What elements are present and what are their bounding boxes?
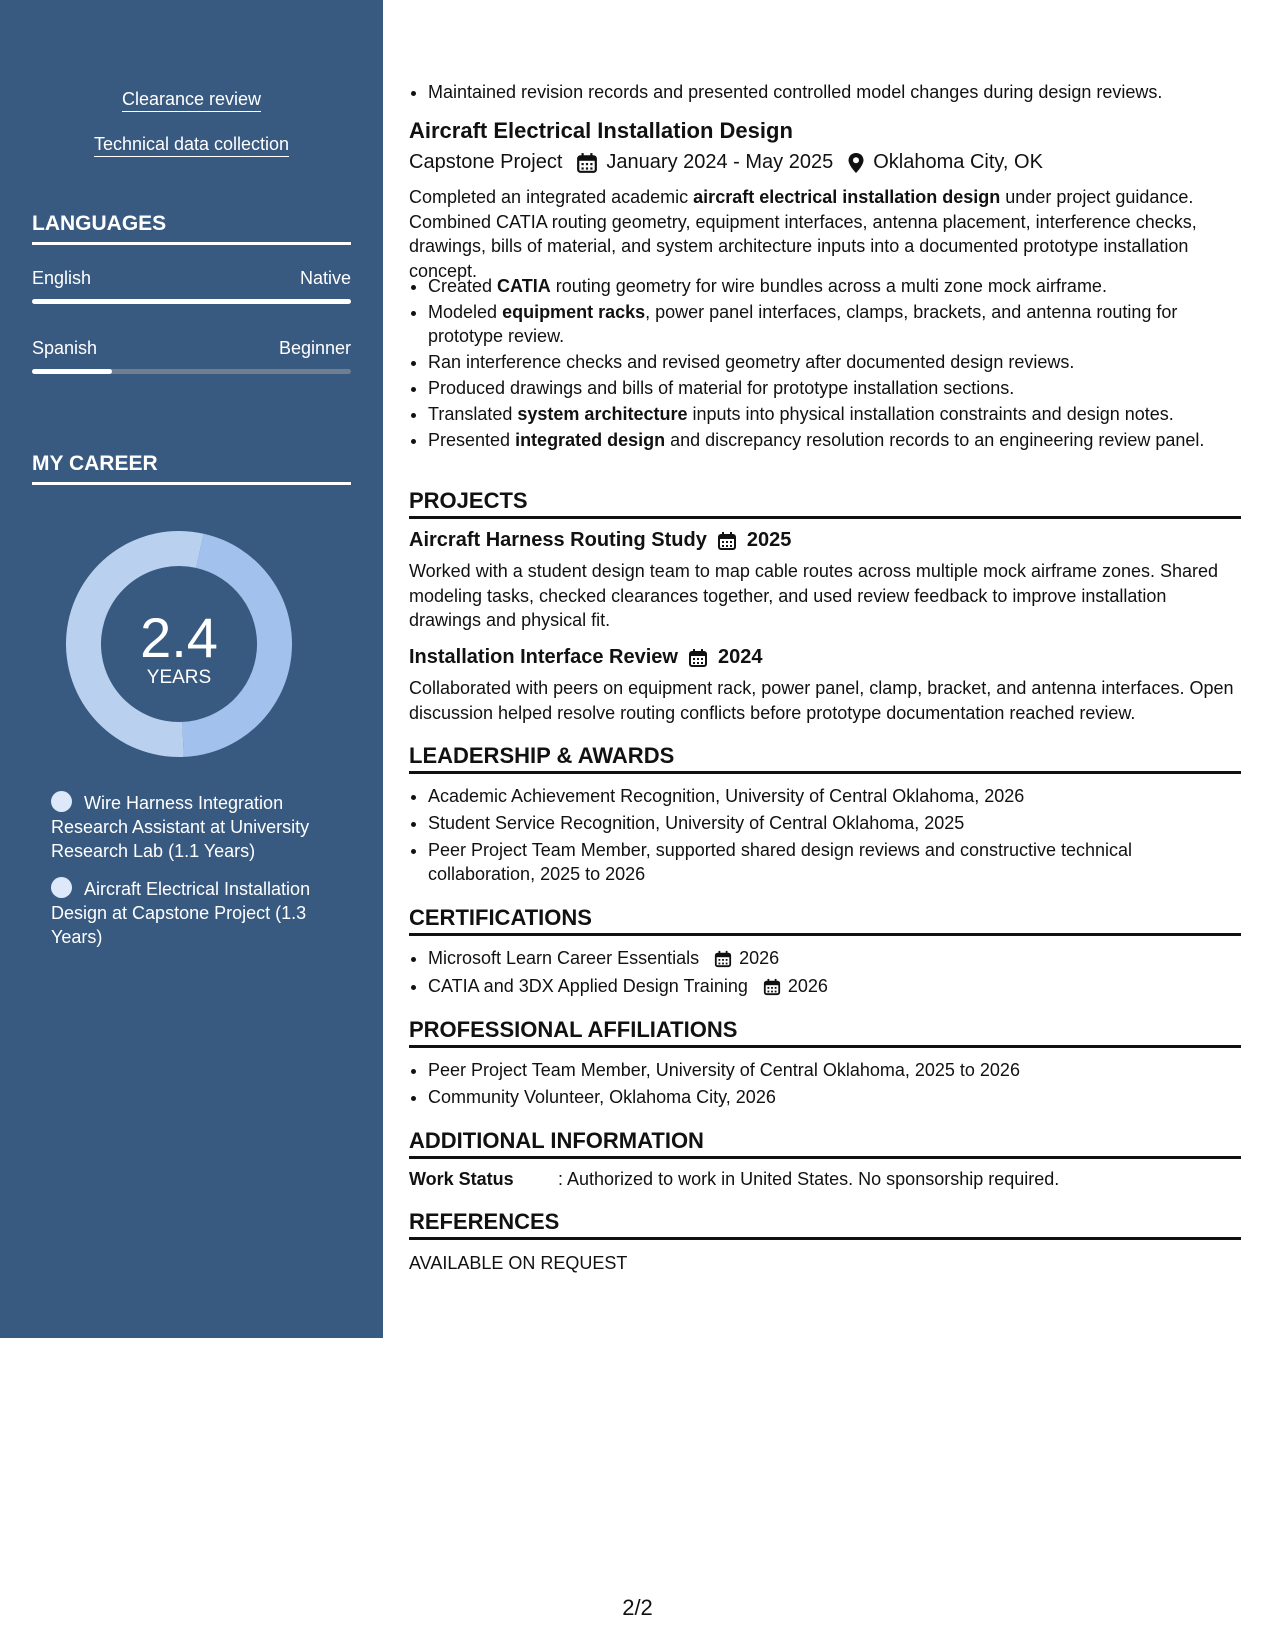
career-item: Aircraft Electrical Installation Design at Capstone Project (1.3 Years) [51, 879, 311, 947]
job-bullets [409, 274, 1241, 452]
list-item: • Ran interference checks and revised geometry after documented design reviews. [428, 350, 1241, 374]
list-item: • Community Volunteer, Oklahoma City, 2026 [428, 1085, 1241, 1109]
work-status-value: : Authorized to work in United States. No sponsorship required. [558, 1169, 1060, 1189]
calendar-icon [576, 152, 598, 174]
language-bar-spanish [32, 369, 351, 374]
sidebar [0, 0, 383, 1338]
job-location: Oklahoma City, OK [873, 151, 1043, 173]
calendar-icon [717, 531, 737, 551]
list-item: • Presented integrated design and discrepancy resolution records to an engineering review panel. [428, 428, 1241, 452]
language-row-spanish [32, 338, 351, 359]
project-year: 2024 [717, 646, 763, 668]
list-item: • Academic Achievement Recognition, University of Central Oklahoma, 2026 [428, 784, 1241, 808]
project-title: Aircraft Harness Routing Study [409, 529, 707, 551]
list-item: • Translated system architecture inputs into physical installation constraints and design notes. [428, 402, 1241, 426]
calendar-icon [714, 950, 732, 968]
language-row-english [32, 268, 351, 289]
career-heading: MY CAREER [32, 452, 351, 485]
job-summary: Completed an integrated academic aircraft electrical installation design under project guidance. Combined CATIA routing geometry, equipment interfaces, antenna placement, interference checks, drawings, bills of material, and system architecture inputs into a documented prototype installation concept. [409, 187, 1197, 281]
list-item: • CATIA and 3DX Applied Design Training 2026 [428, 974, 1241, 998]
page-number: 2/2 [622, 1595, 653, 1620]
certifications-list [409, 946, 1241, 998]
list-item: • Created CATIA routing geometry for wire bundles across a multi zone mock airframe. [428, 274, 1241, 298]
language-level: Beginner [278, 338, 351, 358]
language-bar-fill [32, 299, 351, 304]
location-pin-icon [847, 152, 865, 174]
list-item: • Peer Project Team Member, University of Central Oklahoma, 2025 to 2026 [428, 1058, 1241, 1082]
career-dot-icon [51, 877, 72, 898]
leadership-heading: LEADERSHIP & AWARDS [409, 743, 1241, 774]
language-bar-english [32, 299, 351, 304]
language-name: Spanish [32, 338, 98, 358]
project-title-row [409, 529, 1241, 552]
affiliations-list [409, 1058, 1241, 1109]
calendar-icon [688, 648, 708, 668]
certifications-heading: CERTIFICATIONS [409, 905, 1241, 936]
job-title: Aircraft Electrical Installation Design [409, 118, 793, 143]
project-year: 2025 [746, 529, 792, 551]
project-title: Installation Interface Review [409, 646, 678, 668]
job-org: Capstone Project [409, 151, 563, 173]
references-value: AVAILABLE ON REQUEST [409, 1253, 628, 1273]
project-description: Worked with a student design team to map cable routes across multiple mock airframe zones. Shared modeling tasks, checked clearances together, and used review feedback to improve installation drawings and physical fit. [409, 561, 1219, 630]
references-heading: REFERENCES [409, 1209, 1241, 1240]
additional-info-heading: ADDITIONAL INFORMATION [409, 1128, 1241, 1159]
projects-heading: PROJECTS [409, 488, 1241, 519]
work-status-label: Work Status [409, 1169, 514, 1189]
list-item: • Produced drawings and bills of material for prototype installation sections. [428, 376, 1241, 400]
career-years-value: 2.4 [140, 606, 218, 669]
list-item: • Microsoft Learn Career Essentials 2026 [428, 946, 1241, 970]
skill-link-technical-data-collection[interactable]: Technical data collection [0, 134, 383, 155]
career-years-unit: YEARS [146, 667, 212, 688]
language-level: Native [299, 268, 351, 288]
career-dot-icon [51, 791, 72, 812]
list-item: • Student Service Recognition, University of Central Oklahoma, 2025 [428, 811, 1241, 835]
career-donut-chart [66, 531, 292, 757]
list-item: • Maintained revision records and presented controlled model changes during design reviews. [428, 80, 1241, 104]
language-bar-fill [32, 369, 112, 374]
list-item: • Modeled equipment racks, power panel interfaces, clamps, brackets, and antenna routing for prototype review. [428, 300, 1241, 348]
calendar-icon [763, 978, 781, 996]
career-item: Wire Harness Integration Research Assistant at University Research Lab (1.1 Years) [51, 793, 310, 861]
work-status-row [409, 1167, 1241, 1192]
previous-job-bullets [409, 80, 1241, 104]
affiliations-heading: PROFESSIONAL AFFILIATIONS [409, 1017, 1241, 1048]
project-description: Collaborated with peers on equipment rack, power panel, clamp, bracket, and antenna interfaces. Open discussion helped resolve routing conflicts before prototype documentation reached review. [409, 678, 1234, 723]
project-title-row [409, 646, 1241, 669]
leadership-list [409, 784, 1241, 886]
job-meta [409, 151, 1241, 174]
skill-link-clearance-review[interactable]: Clearance review [0, 89, 383, 110]
job-dates: January 2024 - May 2025 [606, 151, 834, 173]
list-item: • Peer Project Team Member, supported shared design reviews and constructive technical collaboration, 2025 to 2026 [428, 838, 1241, 886]
languages-heading: LANGUAGES [32, 212, 351, 245]
language-name: English [32, 268, 92, 288]
